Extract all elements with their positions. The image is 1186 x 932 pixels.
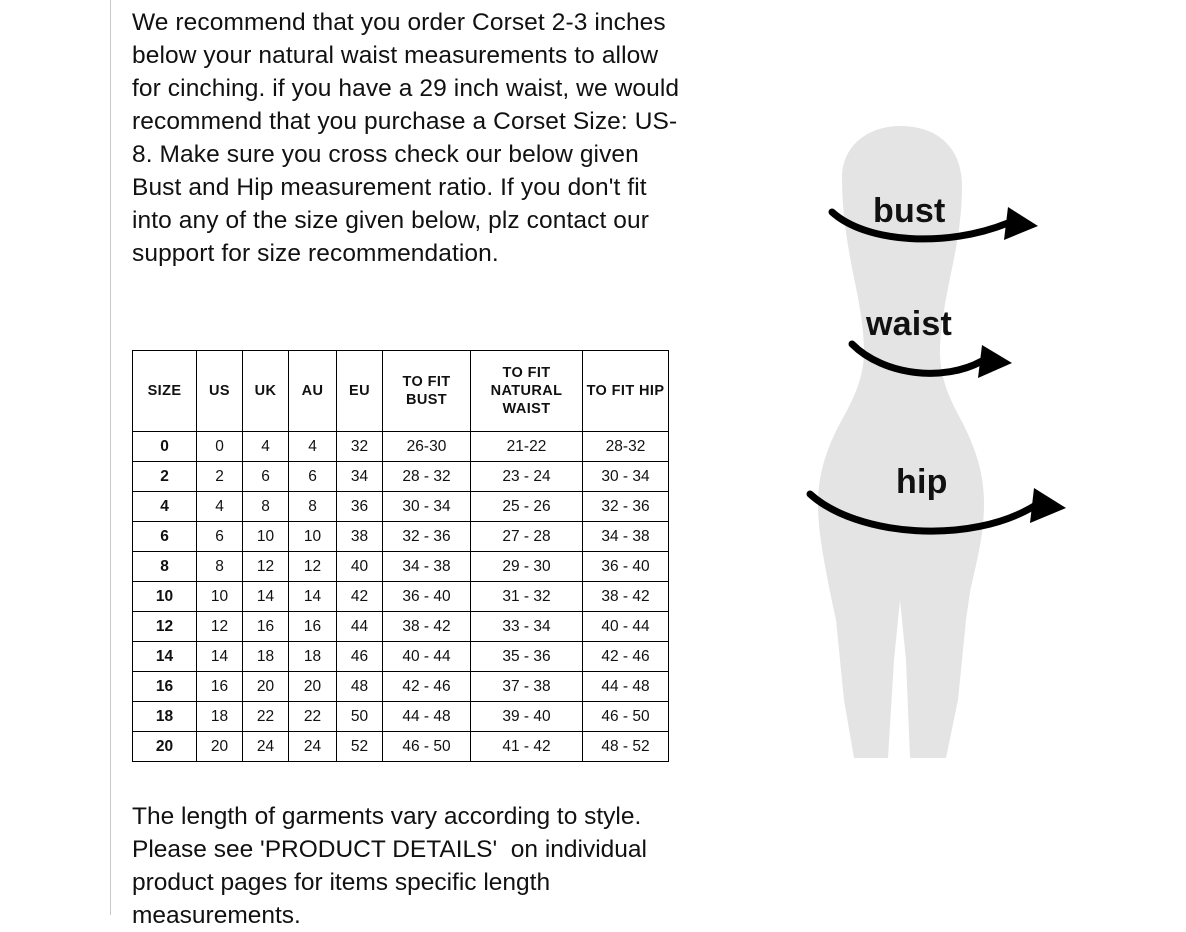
- cell-au: 6: [289, 462, 337, 492]
- cell-us: 18: [197, 702, 243, 732]
- cell-size: 8: [133, 552, 197, 582]
- cell-size: 10: [133, 582, 197, 612]
- cell-hip: 44 - 48: [583, 672, 669, 702]
- cell-waist: 35 - 36: [471, 642, 583, 672]
- cell-uk: 20: [243, 672, 289, 702]
- cell-hip: 46 - 50: [583, 702, 669, 732]
- figure-label-hip: hip: [896, 463, 948, 501]
- cell-size: 12: [133, 612, 197, 642]
- size-table: [132, 350, 669, 762]
- cell-uk: 18: [243, 642, 289, 672]
- cell-waist: 41 - 42: [471, 732, 583, 762]
- cell-size: 14: [133, 642, 197, 672]
- cell-uk: 14: [243, 582, 289, 612]
- cell-us: 4: [197, 492, 243, 522]
- cell-hip: 30 - 34: [583, 462, 669, 492]
- cell-us: 10: [197, 582, 243, 612]
- cell-au: 20: [289, 672, 337, 702]
- cell-au: 4: [289, 432, 337, 462]
- cell-waist: 37 - 38: [471, 672, 583, 702]
- column-header-eu: EU: [337, 351, 383, 432]
- intro-paragraph: We recommend that you order Corset 2-3 inches below your natural waist measurements to allow for cinching. if you have a 29 inch waist, we would recommend that you purchase a Corset Size: US-8. Make sure you cross check our below given Bust and Hip measurement ratio. If you don't fit into any of the size given below, plz contact our support for size recommendation.: [132, 9, 687, 267]
- cell-eu: 52: [337, 732, 383, 762]
- cell-uk: 8: [243, 492, 289, 522]
- cell-size: 2: [133, 462, 197, 492]
- cell-eu: 34: [337, 462, 383, 492]
- column-header-waist: TO FIT NATURAL WAIST: [471, 351, 583, 432]
- cell-waist: 21-22: [471, 432, 583, 462]
- cell-eu: 42: [337, 582, 383, 612]
- cell-uk: 4: [243, 432, 289, 462]
- cell-size: 0: [133, 432, 197, 462]
- cell-eu: 40: [337, 552, 383, 582]
- cell-au: 12: [289, 552, 337, 582]
- cell-eu: 50: [337, 702, 383, 732]
- cell-bust: 38 - 42: [383, 612, 471, 642]
- cell-eu: 44: [337, 612, 383, 642]
- column-header-size: SIZE: [133, 351, 197, 432]
- cell-bust: 36 - 40: [383, 582, 471, 612]
- cell-us: 6: [197, 522, 243, 552]
- cell-bust: 34 - 38: [383, 552, 471, 582]
- cell-hip: 28-32: [583, 432, 669, 462]
- table-row: [133, 642, 669, 672]
- column-header-us: US: [197, 351, 243, 432]
- table-row: [133, 672, 669, 702]
- cell-bust: 26-30: [383, 432, 471, 462]
- cell-size: 18: [133, 702, 197, 732]
- cell-size: 20: [133, 732, 197, 762]
- body-measurement-figure: [770, 100, 1100, 780]
- cell-us: 12: [197, 612, 243, 642]
- left-margin-rule: [110, 0, 111, 915]
- cell-hip: 48 - 52: [583, 732, 669, 762]
- cell-hip: 38 - 42: [583, 582, 669, 612]
- cell-us: 20: [197, 732, 243, 762]
- cell-waist: 31 - 32: [471, 582, 583, 612]
- cell-size: 4: [133, 492, 197, 522]
- column-header-uk: UK: [243, 351, 289, 432]
- cell-eu: 48: [337, 672, 383, 702]
- cell-bust: 42 - 46: [383, 672, 471, 702]
- cell-uk: 24: [243, 732, 289, 762]
- cell-uk: 22: [243, 702, 289, 732]
- cell-uk: 16: [243, 612, 289, 642]
- cell-eu: 32: [337, 432, 383, 462]
- cell-uk: 6: [243, 462, 289, 492]
- table-row: [133, 492, 669, 522]
- column-header-hip: TO FIT HIP: [583, 351, 669, 432]
- cell-us: 14: [197, 642, 243, 672]
- table-row: [133, 462, 669, 492]
- table-row: [133, 702, 669, 732]
- table-header-row: [133, 351, 669, 432]
- cell-bust: 44 - 48: [383, 702, 471, 732]
- cell-size: 6: [133, 522, 197, 552]
- cell-bust: 28 - 32: [383, 462, 471, 492]
- cell-waist: 33 - 34: [471, 612, 583, 642]
- cell-waist: 27 - 28: [471, 522, 583, 552]
- table-row: [133, 432, 669, 462]
- figure-label-bust: bust: [873, 192, 946, 230]
- cell-waist: 23 - 24: [471, 462, 583, 492]
- cell-bust: 32 - 36: [383, 522, 471, 552]
- table-row: [133, 612, 669, 642]
- cell-hip: 40 - 44: [583, 612, 669, 642]
- column-header-bust: TO FIT BUST: [383, 351, 471, 432]
- cell-waist: 39 - 40: [471, 702, 583, 732]
- cell-eu: 38: [337, 522, 383, 552]
- table-head: [133, 351, 669, 432]
- table-row: [133, 522, 669, 552]
- column-header-au: AU: [289, 351, 337, 432]
- cell-eu: 36: [337, 492, 383, 522]
- cell-waist: 29 - 30: [471, 552, 583, 582]
- cell-waist: 25 - 26: [471, 492, 583, 522]
- cell-us: 0: [197, 432, 243, 462]
- table-row: [133, 732, 669, 762]
- footer-note: The length of garments vary according to style. Please see 'PRODUCT DETAILS' on individual product pages for items specific length measurements.: [132, 802, 654, 929]
- cell-hip: 34 - 38: [583, 522, 669, 552]
- cell-us: 16: [197, 672, 243, 702]
- table-body: [133, 432, 669, 762]
- cell-bust: 30 - 34: [383, 492, 471, 522]
- figure-label-waist: waist: [866, 305, 953, 343]
- cell-hip: 36 - 40: [583, 552, 669, 582]
- cell-hip: 32 - 36: [583, 492, 669, 522]
- cell-au: 10: [289, 522, 337, 552]
- cell-eu: 46: [337, 642, 383, 672]
- intro-section: [132, 0, 692, 295]
- bust-arrowhead-icon: [1004, 207, 1038, 240]
- cell-us: 8: [197, 552, 243, 582]
- cell-au: 8: [289, 492, 337, 522]
- table-row: [133, 582, 669, 612]
- cell-au: 16: [289, 612, 337, 642]
- cell-au: 18: [289, 642, 337, 672]
- size-table-container: [132, 350, 668, 762]
- cell-au: 22: [289, 702, 337, 732]
- cell-bust: 40 - 44: [383, 642, 471, 672]
- cell-size: 16: [133, 672, 197, 702]
- cell-hip: 42 - 46: [583, 642, 669, 672]
- hip-arrowhead-icon: [1030, 488, 1066, 523]
- cell-us: 2: [197, 462, 243, 492]
- cell-au: 24: [289, 732, 337, 762]
- table-row: [133, 552, 669, 582]
- cell-uk: 10: [243, 522, 289, 552]
- cell-au: 14: [289, 582, 337, 612]
- waist-arrowhead-icon: [978, 345, 1012, 378]
- cell-bust: 46 - 50: [383, 732, 471, 762]
- cell-uk: 12: [243, 552, 289, 582]
